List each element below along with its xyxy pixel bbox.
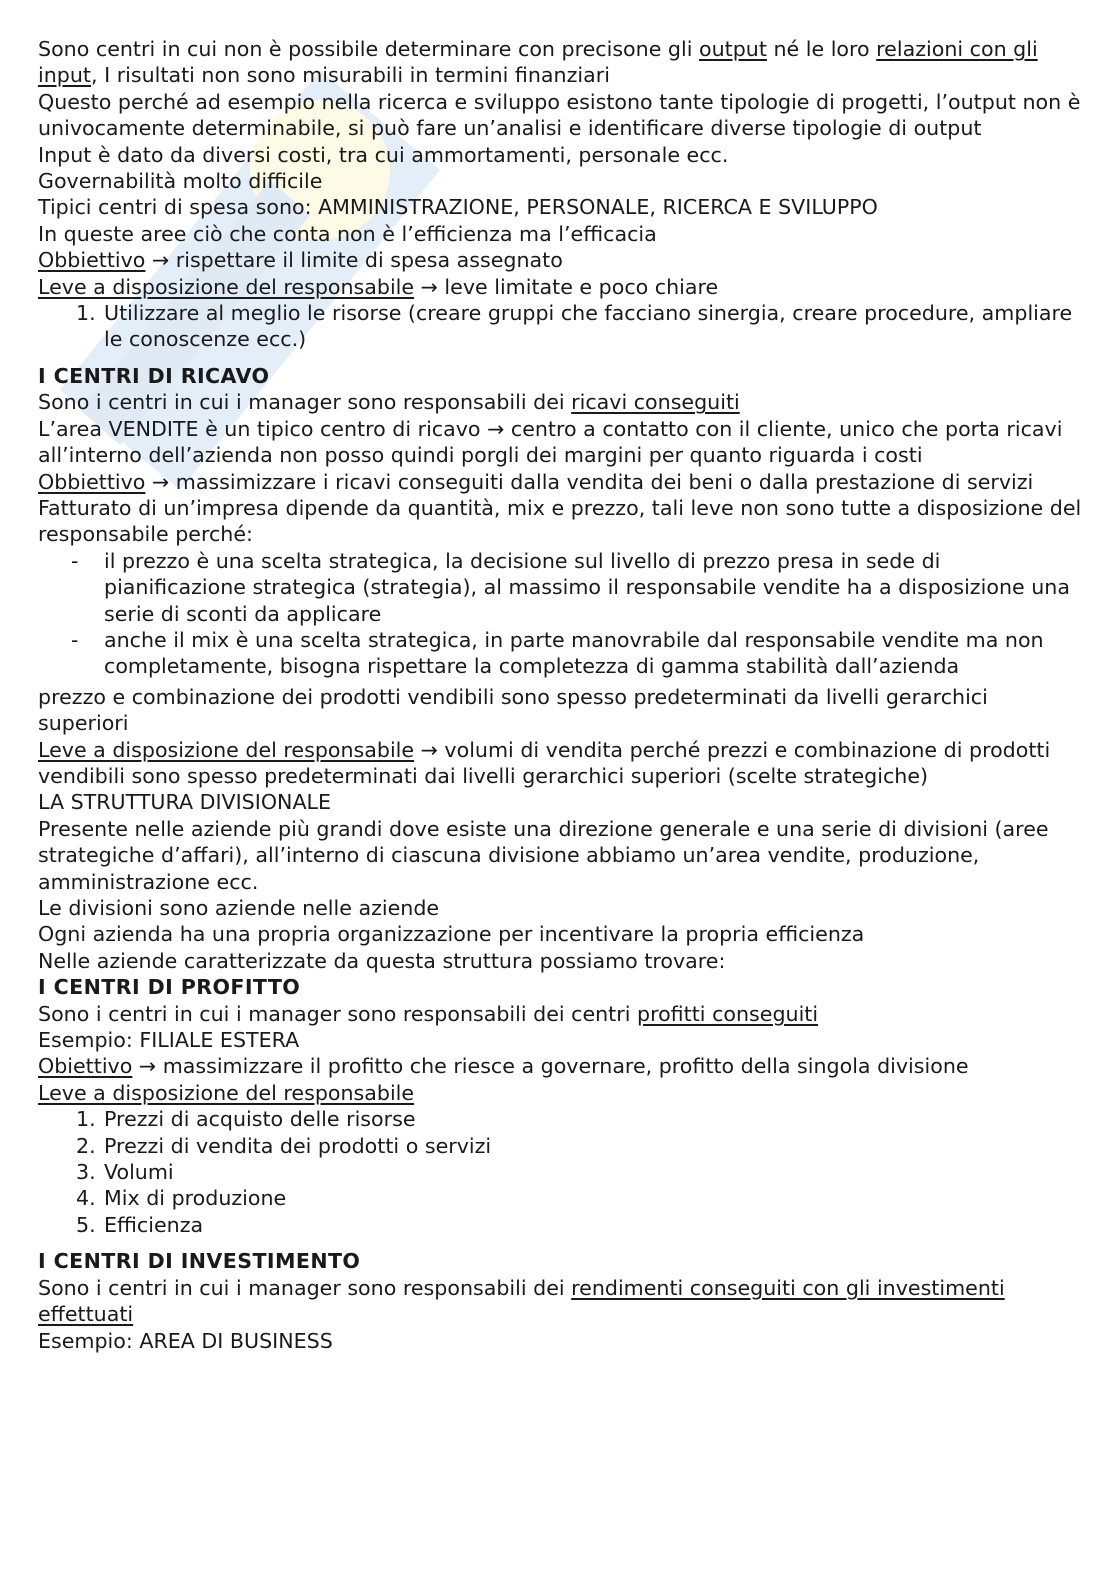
investimento-paragraph-2: Esempio: AREA DI BUSINESS <box>38 1328 333 1353</box>
ricavo-paragraph-3: Fatturato di un’impresa dipende da quantità, mix e prezzo, tali leve non sono tutte a disposizione del responsabile perché: <box>38 495 1082 547</box>
divisionale-paragraph-3: Ogni azienda ha una propria organizzazione per incentivare la propria efficienza <box>38 922 865 947</box>
section-title-investimento: I CENTRI DI INVESTIMENTO <box>38 1249 361 1274</box>
intro-list <box>38 300 1083 353</box>
profitto-objective: Obiettivo → massimizzare il profitto che riesce a governare, profitto della singola divisione <box>38 1054 969 1079</box>
list-item: 5. Efficienza <box>76 1212 204 1237</box>
intro-paragraph-3: Input è dato da diversi costi, tra cui ammortamenti, personale ecc. <box>38 142 729 167</box>
intro-paragraph-2: Questo perché ad esempio nella ricerca e sviluppo esistono tante tipologie di progetti, l’output non è univocamente determinabile, si può fare un’analisi e identificare diverse tipologie di output <box>38 89 1081 141</box>
list-item: 4. Mix di produzione <box>76 1186 287 1211</box>
intro-paragraph-1: Sono centri in cui non è possibile determinare con precisone gli output né le loro relazioni con gli input, I risultati non sono misurabili in termini finanziari <box>38 37 1038 88</box>
section-title-divisionale: LA STRUTTURA DIVISIONALE <box>38 790 332 815</box>
profitto-paragraph-1: Sono i centri in cui i manager sono responsabili dei centri profitti conseguiti <box>38 1001 819 1026</box>
profitto-list <box>38 1106 1083 1238</box>
intro-objective: Obbiettivo → rispettare il limite di spesa assegnato <box>38 248 563 273</box>
profitto-levers: Leve a disposizione del responsabile <box>38 1080 415 1105</box>
divisionale-paragraph-1: Presente nelle aziende più grandi dove esiste una direzione generale e una serie di divisioni (aree strategiche d’affari), all’interno di ciascuna divisione abbiamo un’area vendite, produzione, amministrazione ecc. <box>38 816 1049 894</box>
ricavo-bullet-list <box>38 548 1083 680</box>
list-item: 1. Prezzi di acquisto delle risorse <box>76 1107 416 1132</box>
list-item: - il prezzo è una scelta strategica, la decisione sul livello di prezzo presa in sede di pianificazione strategica (strategia), al massimo il responsabile vendite ha a disposizione una serie di sconti da applicare <box>71 548 1070 626</box>
intro-paragraph-4: Governabilità molto difficile <box>38 169 323 194</box>
intro-paragraph-5: Tipici centri di spesa sono: AMMINISTRAZIONE, PERSONALE, RICERCA E SVILUPPO <box>38 195 878 220</box>
list-item: 3. Volumi <box>76 1160 174 1185</box>
intro-paragraph-6: In queste aree ciò che conta non è l’efficienza ma l’efficacia <box>38 221 657 246</box>
list-item: 2. Prezzi di vendita dei prodotti o servizi <box>76 1133 492 1158</box>
ricavo-paragraph-1: Sono i centri in cui i manager sono responsabili dei ricavi conseguiti <box>38 390 740 415</box>
ricavo-paragraph-2: L’area VENDITE è un tipico centro di ricavo → centro a contatto con il cliente, unico che porta ricavi all’interno dell’azienda non posso quindi porgli dei margini per quanto riguarda i costi <box>38 416 1063 468</box>
ricavo-paragraph-4: prezzo e combinazione dei prodotti vendibili sono spesso predeterminati da livelli gerarchici superiori <box>38 684 988 736</box>
document-page <box>38 36 1083 1354</box>
intro-levers: Leve a disposizione del responsabile → leve limitate e poco chiare <box>38 274 719 299</box>
section-title-ricavo: I CENTRI DI RICAVO <box>38 363 270 388</box>
investimento-paragraph-1: Sono i centri in cui i manager sono responsabili dei rendimenti conseguiti con gli investimenti effettuati <box>38 1275 1005 1327</box>
divisionale-paragraph-4: Nelle aziende caratterizzate da questa struttura possiamo trovare: <box>38 948 726 973</box>
section-title-profitto: I CENTRI DI PROFITTO <box>38 975 301 1000</box>
ricavo-levers: Leve a disposizione del responsabile → volumi di vendita perché prezzi e combinazione di prodotti vendibili sono spesso predeterminati dai livelli gerarchici superiori (scelte strategiche) <box>38 737 1051 788</box>
list-item: 1. Utilizzare al meglio le risorse (creare gruppi che facciano sinergia, creare procedure, ampliare le conoscenze ecc.) <box>76 301 1073 352</box>
list-item: - anche il mix è una scelta strategica, in parte manovrabile dal responsabile vendite ma non completamente, bisogna rispettare la completezza di gamma stabilità dall’azienda <box>71 627 1044 679</box>
divisionale-paragraph-2: Le divisioni sono aziende nelle aziende <box>38 896 440 920</box>
profitto-paragraph-2: Esempio: FILIALE ESTERA <box>38 1028 300 1053</box>
ricavo-objective: Obbiettivo → massimizzare i ricavi conseguiti dalla vendita dei beni o dalla prestazione di servizi <box>38 469 1034 494</box>
